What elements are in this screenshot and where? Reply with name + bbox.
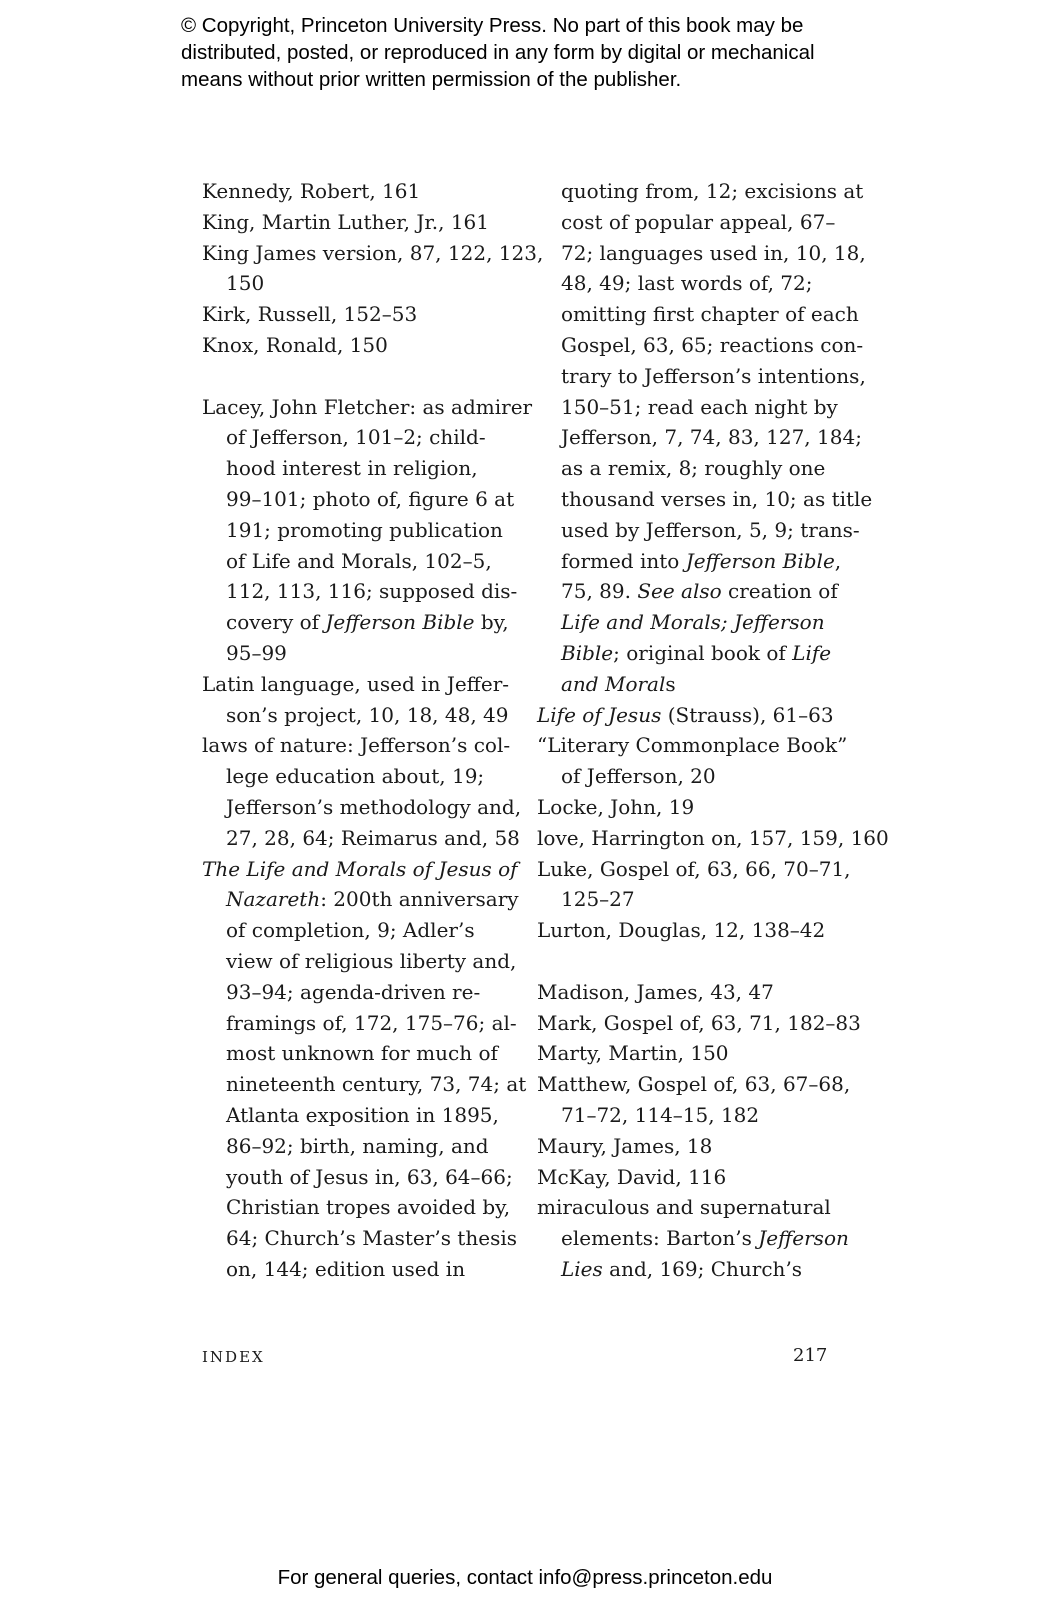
index-entry: Latin language, used in Jeffer- — [202, 671, 510, 696]
index-entry-continuation: 150–51; read each night by — [561, 394, 838, 419]
index-entry: Madison, James, 43, 47 — [537, 979, 774, 1004]
index-entry-continuation: hood interest in religion, — [226, 456, 478, 481]
index-entry: Marty, Martin, 150 — [537, 1041, 729, 1066]
index-entry: Luke, Gospel of, 63, 66, 70–71, — [537, 856, 851, 881]
entry-text: elements: Barton’s — [561, 1226, 759, 1251]
index-entry: King James version, 87, 122, 123, — [202, 240, 544, 265]
copyright-line-3: means without prior written permission of the publisher. — [181, 68, 682, 91]
index-entry: King, Martin Luther, Jr., 161 — [202, 209, 489, 234]
italic-title: and Moral — [561, 671, 666, 696]
entry-text: (Strauss), 61–63 — [661, 702, 834, 727]
index-entry-continuation: view of religious liberty and, — [226, 948, 517, 973]
index-entry-continuation: 48, 49; last words of, 72; — [561, 271, 813, 296]
italic-title: Jefferson Bible — [325, 610, 475, 635]
index-entry-continuation: most unknown for much of — [226, 1041, 498, 1066]
entry-text: , — [834, 548, 842, 573]
index-entry-continuation: 86–92; birth, naming, and — [226, 1133, 489, 1158]
index-entry — [202, 854, 518, 885]
index-entry: Mark, Gospel of, 63, 71, 182–83 — [537, 1010, 861, 1035]
section-gap — [202, 361, 492, 392]
index-entry-continuation: of Jefferson, 101–2; child- — [226, 425, 486, 450]
index-entry: Knox, Ronald, 150 — [202, 332, 388, 357]
running-footer-label: INDEX — [202, 1348, 265, 1366]
index-entry-continuation — [537, 1254, 837, 1285]
entry-text: s — [665, 671, 676, 696]
italic-title: Life of Jesus — [537, 702, 662, 727]
index-entry-continuation: 95–99 — [226, 640, 287, 665]
index-entry-continuation: omitting first chapter of each — [561, 302, 859, 327]
index-entry-continuation: on, 144; edition used in — [226, 1256, 466, 1281]
entry-text: : 200th anniversary — [320, 887, 519, 912]
section-gap — [537, 946, 837, 977]
copyright-line-2: distributed, posted, or reproduced in any form by digital or mechanical — [181, 41, 815, 64]
index-entry-continuation: 150 — [226, 271, 265, 296]
italic-title: Life and Morals; Jefferson — [561, 610, 825, 635]
copyright-notice — [181, 12, 901, 93]
index-entry: love, Harrington on, 157, 159, 160 — [537, 825, 889, 850]
entry-text: and, 169; Church’s — [602, 1256, 803, 1281]
page-number: 217 — [793, 1345, 828, 1366]
index-entry-continuation: Jefferson’s methodology and, — [226, 794, 522, 819]
italic-title: The Life and Morals of Jesus of — [202, 856, 518, 881]
index-entry-continuation — [537, 607, 837, 638]
index-column-right — [537, 176, 889, 1285]
italic-title: Nazareth — [226, 887, 321, 912]
index-entry: Kirk, Russell, 152–53 — [202, 302, 418, 327]
index-entry: Lacey, John Fletcher: as admirer — [202, 394, 533, 419]
italic-title: Jefferson — [758, 1226, 849, 1251]
index-entry-continuation: used by Jefferson, 5, 9; trans- — [561, 517, 860, 542]
index-entry-continuation: cost of popular appeal, 67– — [561, 209, 836, 234]
index-entry-continuation — [537, 546, 842, 577]
index-entry-continuation — [537, 1223, 849, 1254]
index-entry-continuation: quoting from, 12; excisions at — [561, 179, 864, 203]
index-entry-continuation — [537, 638, 837, 669]
index-entry: “Literary Commonplace Book” — [537, 733, 848, 758]
index-entry-continuation: 71–72, 114–15, 182 — [561, 1102, 760, 1127]
index-entry-continuation — [202, 884, 519, 915]
index-entry-continuation — [537, 669, 837, 700]
index-entry: Locke, John, 19 — [537, 794, 695, 819]
index-entry-continuation: nineteenth century, 73, 74; at — [226, 1072, 527, 1097]
entry-text: ; original book of — [613, 640, 793, 665]
index-entry-continuation: 64; Church’s Master’s thesis — [226, 1226, 517, 1251]
copyright-line-1: © Copyright, Princeton University Press. No part of this book may be — [181, 14, 804, 37]
index-entry-continuation: 112, 113, 116; supposed dis- — [226, 579, 518, 604]
index-entry: Kennedy, Robert, 161 — [202, 179, 421, 203]
index-entry: McKay, David, 116 — [537, 1164, 727, 1189]
entry-text: by, — [474, 610, 509, 635]
index-column-left — [202, 176, 544, 1285]
index-entry-continuation: of completion, 9; Adler’s — [226, 918, 475, 943]
index-entry-continuation: youth of Jesus in, 63, 64–66; — [226, 1164, 513, 1189]
index-entry: Maury, James, 18 — [537, 1133, 713, 1158]
index-entry: laws of nature: Jefferson’s col- — [202, 733, 511, 758]
index-entry-continuation: thousand verses in, 10; as title — [561, 486, 873, 511]
italic-title: See also — [637, 579, 722, 604]
index-entry-continuation: trary to Jefferson’s intentions, — [561, 363, 866, 388]
index-entry-continuation: Jefferson, 7, 74, 83, 127, 184; — [561, 425, 862, 450]
index-entry-continuation: lege education about, 19; — [226, 764, 485, 789]
index-entry-continuation: 99–101; photo of, figure 6 at — [226, 486, 515, 511]
index-entry-continuation: of Jefferson, 20 — [561, 764, 716, 789]
italic-title: Lies — [561, 1256, 603, 1281]
contact-line: For general queries, contact info@press.princeton.edu — [277, 1566, 773, 1589]
index-entry: Matthew, Gospel of, 63, 67–68, — [537, 1072, 851, 1097]
index-entry: miraculous and supernatural — [537, 1195, 831, 1220]
index-entry: Lurton, Douglas, 12, 138–42 — [537, 918, 826, 943]
entry-text: covery of — [226, 610, 326, 635]
index-entry-continuation — [537, 576, 837, 607]
index-entry-continuation: framings of, 172, 175–76; al- — [226, 1010, 517, 1035]
index-entry-continuation: 93–94; agenda-driven re- — [226, 979, 481, 1004]
italic-title: Bible — [561, 640, 614, 665]
index-entry — [537, 700, 837, 731]
italic-title: Jefferson Bible — [685, 548, 835, 573]
index-entry-continuation — [202, 607, 509, 638]
index-entry-continuation: 72; languages used in, 10, 18, — [561, 240, 866, 265]
index-entry-continuation: Christian tropes avoided by, — [226, 1195, 511, 1220]
italic-title: Life — [792, 640, 832, 665]
index-entry-continuation: Atlanta exposition in 1895, — [226, 1102, 499, 1127]
index-entry-continuation: Gospel, 63, 65; reactions con- — [561, 332, 864, 357]
entry-text: 75, 89. — [561, 579, 638, 604]
index-entry-continuation: 125–27 — [561, 887, 635, 912]
index-entry-continuation: 27, 28, 64; Reimarus and, 58 — [226, 825, 520, 850]
index-entry-continuation: as a remix, 8; roughly one — [561, 456, 826, 481]
entry-text: creation of — [721, 579, 838, 604]
index-entry-continuation: of Life and Morals, 102–5, — [226, 548, 492, 573]
index-entry-continuation: 191; promoting publication — [226, 517, 503, 542]
index-entry-continuation: son’s project, 10, 18, 48, 49 — [226, 702, 509, 727]
entry-text: formed into — [561, 548, 686, 573]
